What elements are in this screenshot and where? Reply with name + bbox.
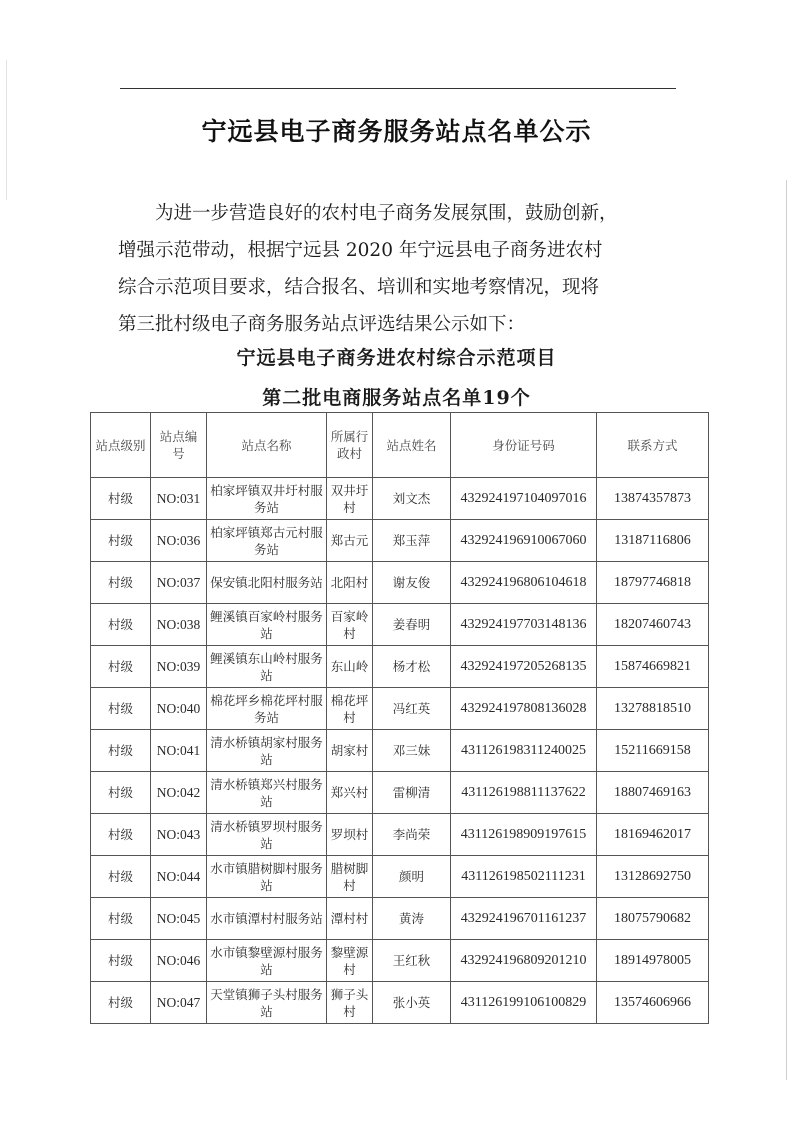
cell-village: 东山岭 [327, 646, 373, 688]
table-subtitle-line1: 宁远县电子商务进农村综合示范项目 [236, 347, 557, 369]
cell-person: 王红秋 [373, 940, 451, 982]
cell-id-number: 432924197703148136 [451, 604, 597, 646]
cell-phone: 18169462017 [597, 814, 709, 856]
cell-station-name: 水市镇黎壁源村服务站 [207, 940, 327, 982]
cell-level: 村级 [91, 940, 151, 982]
cell-person: 刘文杰 [373, 478, 451, 520]
cell-number: NO:046 [151, 940, 207, 982]
table-row [91, 604, 709, 646]
cell-person: 姜春明 [373, 604, 451, 646]
station-table [90, 412, 709, 1024]
cell-id-number: 432924197205268135 [451, 646, 597, 688]
table-row [91, 898, 709, 940]
table-subtitle-line2: 第二批电商服务站点名单19个 [262, 387, 531, 409]
cell-id-number: 432924196806104618 [451, 562, 597, 604]
cell-number: NO:044 [151, 856, 207, 898]
intro-line-2: 增强示范带动，根据宁远县 2020 年宁远县电子商务进农村 [118, 240, 603, 261]
table-row [91, 478, 709, 520]
cell-phone: 13278818510 [597, 688, 709, 730]
cell-id-number: 431126198311240025 [451, 730, 597, 772]
table-row [91, 520, 709, 562]
cell-station-name: 天堂镇狮子头村服务站 [207, 982, 327, 1024]
cell-station-name: 鲤溪镇百家岭村服务站 [207, 604, 327, 646]
cell-station-name: 保安镇北阳村服务站 [207, 562, 327, 604]
cell-person: 郑玉萍 [373, 520, 451, 562]
cell-person: 张小英 [373, 982, 451, 1024]
header-id: 身份证号码 [451, 413, 597, 478]
cell-station-name: 柏家坪镇郑古元村服务站 [207, 520, 327, 562]
cell-number: NO:047 [151, 982, 207, 1024]
table-row [91, 730, 709, 772]
cell-number: NO:041 [151, 730, 207, 772]
cell-phone: 15874669821 [597, 646, 709, 688]
cell-person: 李尚荣 [373, 814, 451, 856]
cell-station-name: 水市镇潭村村服务站 [207, 898, 327, 940]
header-level: 站点级别 [91, 413, 151, 478]
table-row [91, 688, 709, 730]
cell-village: 棉花坪村 [327, 688, 373, 730]
cell-person: 杨才松 [373, 646, 451, 688]
cell-village: 罗坝村 [327, 814, 373, 856]
cell-level: 村级 [91, 562, 151, 604]
header-phone: 联系方式 [597, 413, 709, 478]
cell-village: 腊树脚村 [327, 856, 373, 898]
cell-level: 村级 [91, 604, 151, 646]
table-header-row [91, 413, 709, 478]
cell-village: 北阳村 [327, 562, 373, 604]
cell-person: 谢友俊 [373, 562, 451, 604]
cell-level: 村级 [91, 688, 151, 730]
cell-phone: 13874357873 [597, 478, 709, 520]
cell-village: 双井圩村 [327, 478, 373, 520]
cell-phone: 13187116806 [597, 520, 709, 562]
table-row [91, 982, 709, 1024]
cell-village: 胡家村 [327, 730, 373, 772]
cell-id-number: 432924196910067060 [451, 520, 597, 562]
cell-number: NO:043 [151, 814, 207, 856]
intro-line-4: 第三批村级电子商务服务站点评选结果公示如下： [118, 314, 526, 335]
cell-phone: 13128692750 [597, 856, 709, 898]
intro-line-3: 综合示范项目要求，结合报名、培训和实地考察情况，现将 [118, 277, 600, 298]
cell-level: 村级 [91, 814, 151, 856]
cell-person: 颜明 [373, 856, 451, 898]
cell-id-number: 431126198502111231 [451, 856, 597, 898]
cell-station-name: 鲤溪镇东山岭村服务站 [207, 646, 327, 688]
cell-person: 黄涛 [373, 898, 451, 940]
table-row [91, 562, 709, 604]
cell-station-name: 清水桥镇郑兴村服务站 [207, 772, 327, 814]
cell-id-number: 432924196809201210 [451, 940, 597, 982]
cell-level: 村级 [91, 772, 151, 814]
cell-phone: 18797746818 [597, 562, 709, 604]
cell-id-number: 432924197808136028 [451, 688, 597, 730]
cell-level: 村级 [91, 898, 151, 940]
cell-id-number: 431126199106100829 [451, 982, 597, 1024]
intro-paragraph [118, 195, 690, 343]
header-village: 所属行政村 [327, 413, 373, 478]
cell-station-name: 棉花坪乡棉花坪村服务站 [207, 688, 327, 730]
cell-level: 村级 [91, 856, 151, 898]
cell-level: 村级 [91, 646, 151, 688]
cell-phone: 18914978005 [597, 940, 709, 982]
cell-village: 郑兴村 [327, 772, 373, 814]
cell-number: NO:037 [151, 562, 207, 604]
cell-person: 邓三妹 [373, 730, 451, 772]
cell-phone: 18207460743 [597, 604, 709, 646]
cell-id-number: 432924196701161237 [451, 898, 597, 940]
document-title: 宁远县电子商务服务站点名单公示 [201, 117, 592, 146]
cell-person: 冯红英 [373, 688, 451, 730]
intro-line-1: 为进一步营造良好的农村电子商务发展氛围，鼓励创新， [155, 203, 618, 224]
header-number: 站点编号 [151, 413, 207, 478]
cell-id-number: 431126198811137622 [451, 772, 597, 814]
cell-village: 百家岭村 [327, 604, 373, 646]
cell-station-name: 清水桥镇罗坝村服务站 [207, 814, 327, 856]
cell-phone: 13574606966 [597, 982, 709, 1024]
cell-number: NO:031 [151, 478, 207, 520]
cell-village: 黎壁源村 [327, 940, 373, 982]
cell-phone: 15211669158 [597, 730, 709, 772]
table-row [91, 940, 709, 982]
table-row [91, 772, 709, 814]
cell-station-name: 清水桥镇胡家村服务站 [207, 730, 327, 772]
cell-level: 村级 [91, 982, 151, 1024]
cell-station-name: 水市镇腊树脚村服务站 [207, 856, 327, 898]
table-row [91, 856, 709, 898]
cell-village: 潭村村 [327, 898, 373, 940]
cell-person: 雷柳清 [373, 772, 451, 814]
cell-village: 郑古元 [327, 520, 373, 562]
cell-id-number: 432924197104097016 [451, 478, 597, 520]
cell-phone: 18075790682 [597, 898, 709, 940]
cell-station-name: 柏家坪镇双井圩村服务站 [207, 478, 327, 520]
cell-number: NO:039 [151, 646, 207, 688]
table-row [91, 646, 709, 688]
cell-number: NO:040 [151, 688, 207, 730]
cell-level: 村级 [91, 478, 151, 520]
table-row [91, 814, 709, 856]
cell-number: NO:045 [151, 898, 207, 940]
cell-number: NO:036 [151, 520, 207, 562]
header-rule [120, 88, 676, 89]
cell-number: NO:038 [151, 604, 207, 646]
cell-village: 狮子头村 [327, 982, 373, 1024]
cell-level: 村级 [91, 520, 151, 562]
cell-id-number: 431126198909197615 [451, 814, 597, 856]
cell-number: NO:042 [151, 772, 207, 814]
cell-level: 村级 [91, 730, 151, 772]
header-person: 站点姓名 [373, 413, 451, 478]
scan-artifact-line [786, 180, 787, 1080]
header-name: 站点名称 [207, 413, 327, 478]
cell-phone: 18807469163 [597, 772, 709, 814]
